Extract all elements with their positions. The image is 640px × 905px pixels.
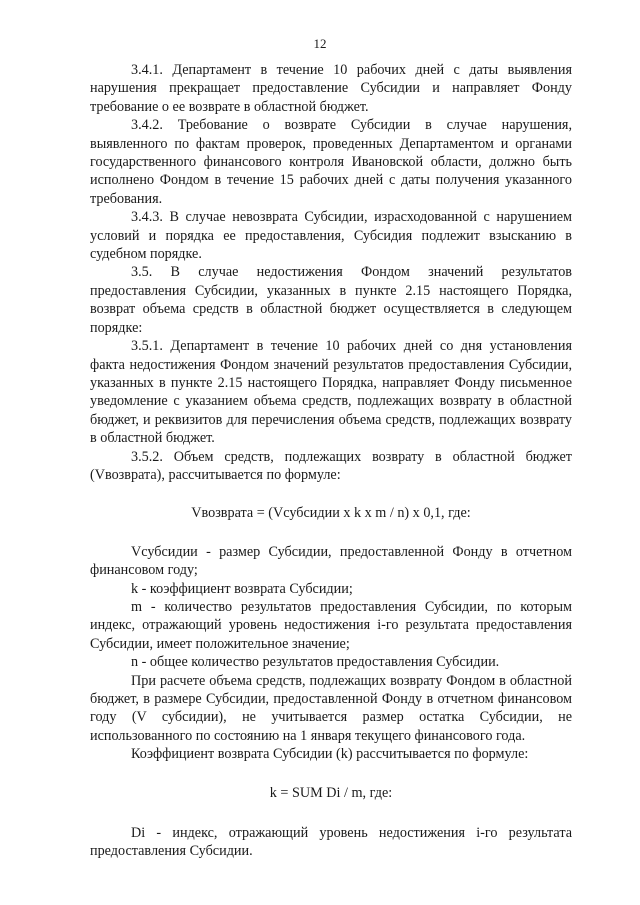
page-number: 12 [313, 36, 327, 51]
definition-k: k - коэффициент возврата Субсидии; [131, 580, 353, 597]
paragraph-3-5-1: 3.5.1. Департамент в течение 10 рабочих дней со дня установления факта недостижения Фондом значений результатов предоставления Субсидии, указанных в пункте 2.15 настоящего Порядка, направляет Фонду письменное уведомление с указанием объема средств, подлежащих возврату в областной бюджет, и реквизитов для перечисления объема средств, подлежащих возврату в областной бюджет. [90, 338, 572, 447]
definition-di: Di - индекс, отражающий уровень недостижения i-го результата предоставления Субсидии. [90, 825, 572, 860]
formula-return-amount: Vвозврата = (Vсубсидии x k x m / n) x 0,1, где: [191, 505, 471, 522]
paragraph-3-4-2: 3.4.2. Требование о возврате Субсидии в случае нарушения, выявленного по фактам проверок, проведенных Департаментом и органами государственного финансового контроля Ивановской области, должно быть исполнено Фондом в течение 15 рабочих дней с даты получения указанного требования. [90, 117, 572, 207]
paragraph-3-4-1: 3.4.1. Департамент в течение 10 рабочих дней с даты выявления нарушения прекращает предоставление Субсидии и направляет Фонду требование о ее возврате в областной бюджет. [90, 62, 572, 115]
paragraph-3-4-3: 3.4.3. В случае невозврата Субсидии, израсходованной с нарушением условий и порядка ее предоставления, Субсидия подлежит взысканию в судебном порядке. [90, 209, 572, 263]
formula-coefficient: k = SUM Di / m, где: [269, 784, 393, 801]
definition-m: m - количество результатов предоставления Субсидии, по которым индекс, отражающий уровень недостижения i-го результата предоставления Субсидии, имеет положительное значение; [90, 598, 572, 652]
paragraph-calculation-note: При расчете объема средств, подлежащих возврату Фондом в областной бюджет, в размере Субсидии, предоставленной Фонду в отчетном финансовом году (V субсидии), не учитывается размер остатка Субсидии, не использованного по состоянию на 1 января текущего финансового года. [90, 672, 572, 744]
definition-v-subsidy: Vсубсидии - размер Субсидии, предоставленной Фонду в отчетном финансовом году; [90, 543, 572, 579]
definition-n: n - общее количество результатов предоставления Субсидии. [131, 654, 500, 671]
paragraph-3-5-2: 3.5.2. Объем средств, подлежащих возврату в областной бюджет (Vвозврата), рассчитывается по формуле: [90, 448, 572, 483]
document-body [90, 61, 572, 861]
paragraph-3-5: 3.5. В случае недостижения Фондом значений результатов предоставления Субсидии, указанных в пункте 2.15 настоящего Порядка, возврат объема средств в областной бюджет осуществляется в следующем порядке: [90, 264, 572, 336]
paragraph-coefficient: Коэффициент возврата Субсидии (k) рассчитывается по формуле: [131, 746, 529, 763]
